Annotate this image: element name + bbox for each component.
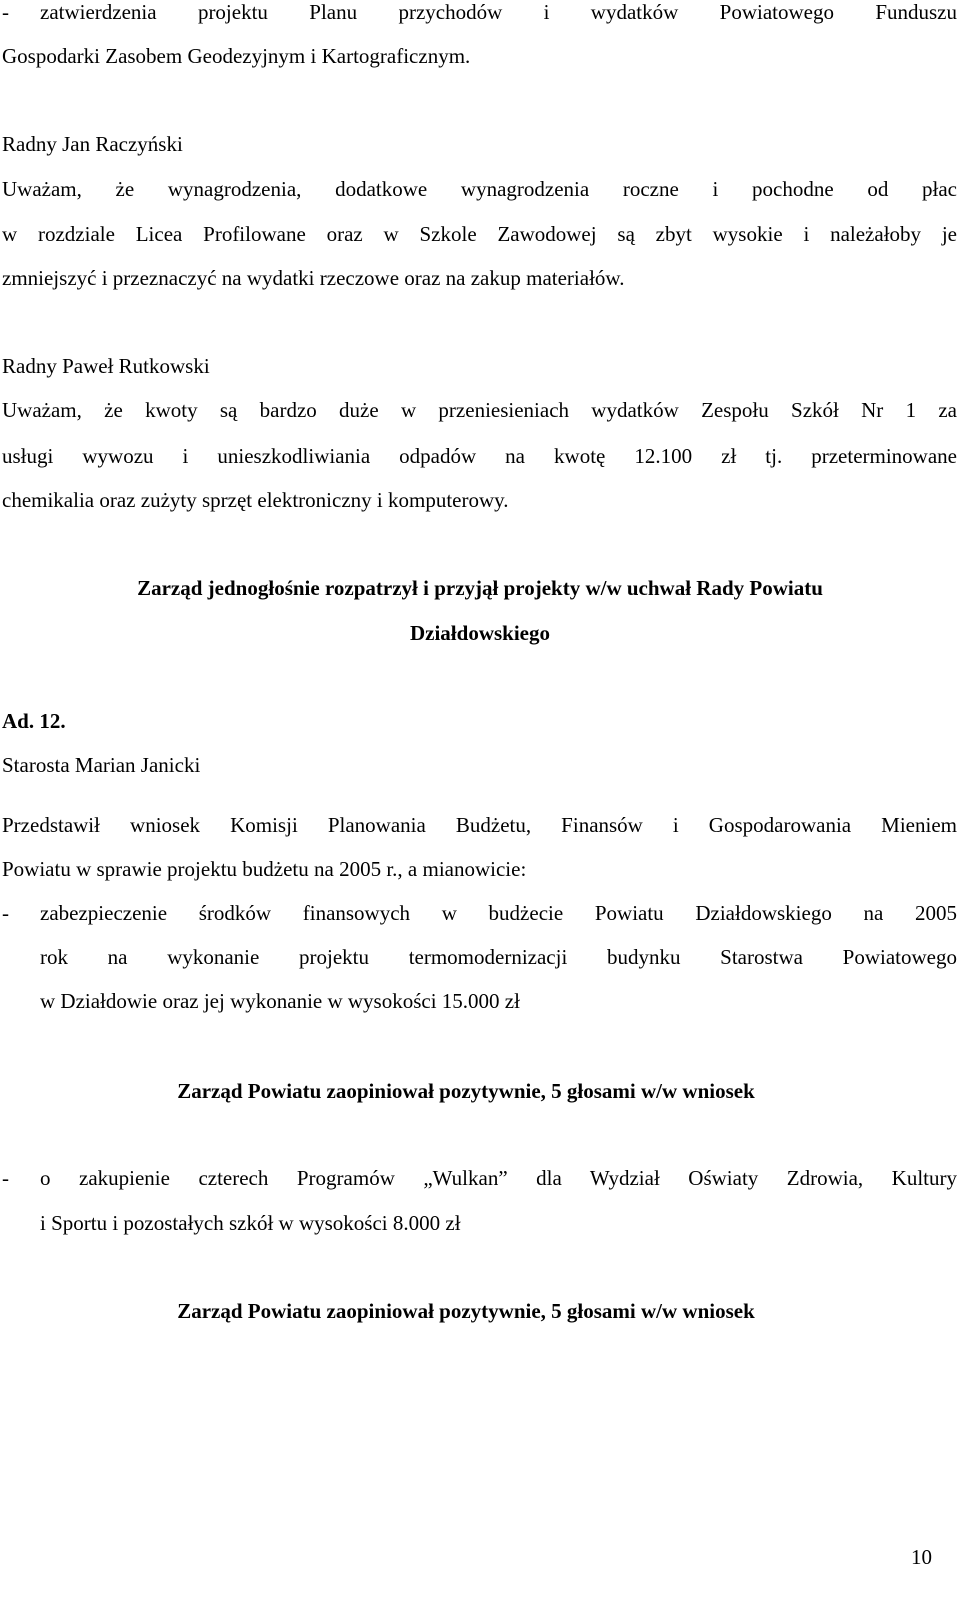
- item2-line-2: i Sportu i pozostałych szkół w wysokości 8.000 zł: [40, 1211, 461, 1235]
- item1-line-1: zabezpieczenie środków finansowych w budżecie Powiatu Działdowskiego na 2005: [40, 901, 957, 925]
- speaker-name: Starosta Marian Janicki: [2, 753, 201, 777]
- section12-line-1: Przedstawił wniosek Komisji Planowania Budżetu, Finansów i Gospodarowania Mieniem: [2, 813, 957, 837]
- speaker2-line-1: Uważam, że kwoty są bardzo duże w przeniesieniach wydatków Zespołu Szkół Nr 1 za: [2, 398, 957, 422]
- section12-line-2: Powiatu w sprawie projektu budżetu na 2005 r., a mianowicie:: [2, 857, 527, 881]
- decision-item1: Zarząd Powiatu zaopiniował pozytywnie, 5 głosami w/w wniosek: [177, 1079, 755, 1103]
- item2-line-1: o zakupienie czterech Programów „Wulkan” dla Wydział Oświaty Zdrowia, Kultury: [40, 1166, 957, 1190]
- item1-line-2: rok na wykonanie projektu termomodernizacji budynku Starostwa Powiatowego: [40, 945, 957, 969]
- list-dash: -: [2, 0, 9, 24]
- speaker2-line-3: chemikalia oraz zużyty sprzęt elektroniczny i komputerowy.: [2, 488, 509, 512]
- decision-item2: Zarząd Powiatu zaopiniował pozytywnie, 5 głosami w/w wniosek: [177, 1299, 755, 1323]
- section-heading: Ad. 12.: [2, 709, 66, 733]
- intro-item-line-2: Gospodarki Zasobem Geodezyjnym i Kartograficznym.: [2, 44, 471, 68]
- speaker1-line-3: zmniejszyć i przeznaczyć na wydatki rzeczowe oraz na zakup materiałów.: [2, 266, 625, 290]
- intro-item-line-1: zatwierdzenia projektu Planu przychodów i wydatków Powiatowego Funduszu: [40, 0, 957, 24]
- page-number: 10: [911, 1545, 932, 1569]
- speaker-name: Radny Paweł Rutkowski: [2, 354, 210, 378]
- decision-line-2: Działdowskiego: [409, 621, 550, 645]
- speaker-name: Radny Jan Raczyński: [2, 132, 183, 156]
- list-dash: -: [2, 1166, 9, 1190]
- item1-line-3: w Działdowie oraz jej wykonanie w wysokości 15.000 zł: [40, 989, 520, 1013]
- speaker1-line-1: Uważam, że wynagrodzenia, dodatkowe wynagrodzenia roczne i pochodne od płac: [2, 177, 957, 201]
- decision-line-1: Zarząd jednogłośnie rozpatrzył i przyjął projekty w/w uchwał Rady Powiatu: [137, 576, 823, 600]
- list-dash: -: [2, 901, 9, 925]
- speaker2-line-2: usługi wywozu i unieszkodliwiania odpadów na kwotę 12.100 zł tj. przeterminowane: [2, 444, 957, 468]
- speaker1-line-2: w rozdziale Licea Profilowane oraz w Szkole Zawodowej są zbyt wysokie i należałoby je: [2, 222, 957, 246]
